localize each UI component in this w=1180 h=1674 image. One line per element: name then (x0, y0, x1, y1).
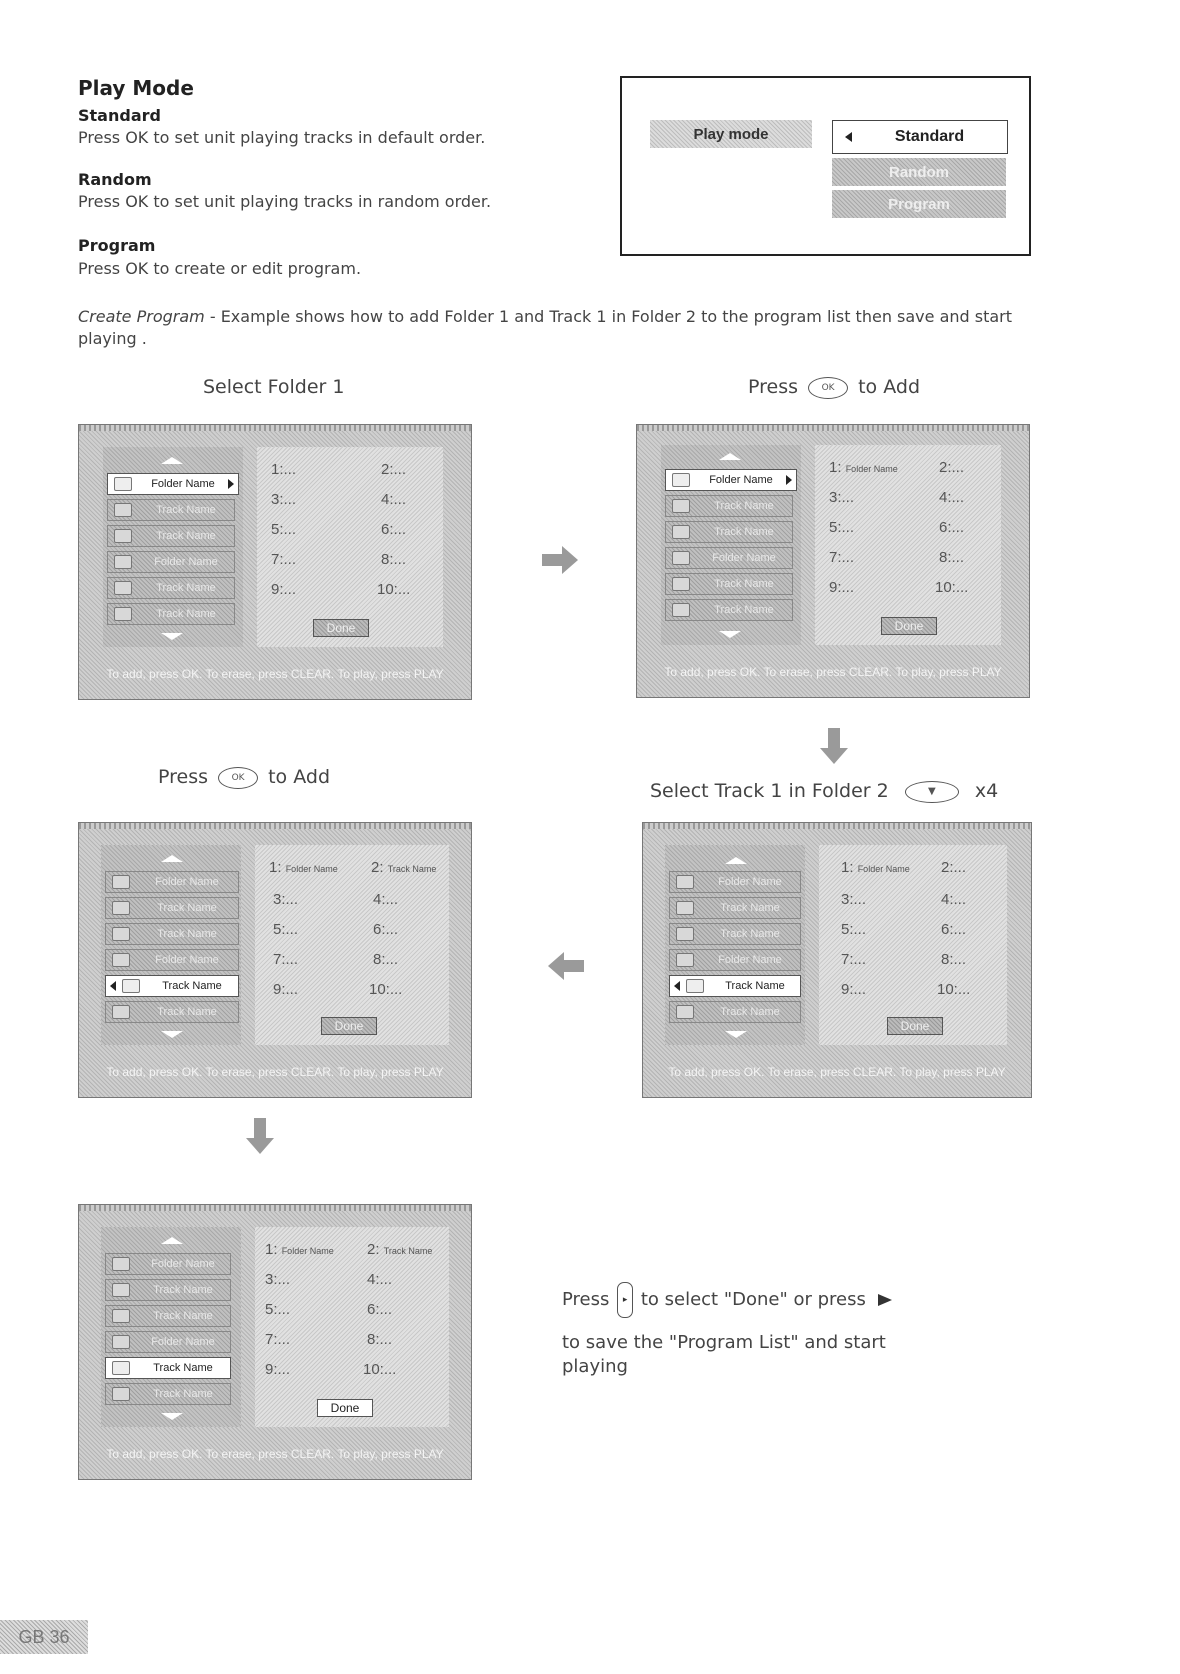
program-slot[interactable]: 3:... (829, 489, 855, 506)
music-note-icon (672, 603, 690, 617)
step2-to-add: to Add (858, 376, 921, 398)
final-instruction-line2: to save the "Program List" and start (562, 1332, 886, 1353)
done-button[interactable]: Done (881, 617, 937, 635)
item-label: Track Name (153, 1362, 213, 1374)
item-label: Folder Name (151, 1258, 215, 1270)
left-arrow-icon (674, 981, 680, 991)
program-slot[interactable]: 10:... (937, 981, 971, 998)
done-button[interactable]: Done (321, 1017, 377, 1035)
program-slot[interactable]: 7:... (271, 551, 297, 568)
program-slot[interactable]: 3:... (271, 491, 297, 508)
final-instruction-line1 (562, 1282, 892, 1318)
slot-entry: Folder Name (857, 864, 910, 874)
program-slot[interactable]: 3:... (265, 1271, 291, 1288)
folder-icon (676, 875, 694, 889)
program-list-panel (255, 845, 449, 1045)
program-slot[interactable]: 5:... (271, 521, 297, 538)
list-item-track[interactable] (105, 1383, 231, 1405)
item-label: Track Name (714, 604, 774, 616)
left-panel (665, 845, 805, 1045)
final-press: Press (562, 1289, 610, 1310)
program-slot[interactable]: 6:... (939, 519, 965, 536)
item-label: Folder Name (718, 954, 782, 966)
slot-number: 1: (829, 459, 842, 476)
done-button[interactable]: Done (313, 619, 369, 637)
item-label: Track Name (714, 578, 774, 590)
standard-desc: Press OK to set unit playing tracks in default order. (78, 128, 486, 147)
music-note-icon (676, 1005, 694, 1019)
program-list-panel (255, 1227, 449, 1427)
item-label: Folder Name (154, 556, 218, 568)
program-slot[interactable]: 5:... (829, 519, 855, 536)
music-note-icon (114, 607, 132, 621)
program-slot[interactable]: 6:... (367, 1301, 393, 1318)
item-label: Track Name (720, 928, 780, 940)
step3-select-track: Select Track 1 in Folder 2 (650, 780, 889, 802)
item-label: Track Name (720, 902, 780, 914)
program-slot-filled[interactable] (371, 859, 436, 876)
list-item-folder[interactable] (107, 473, 239, 495)
scroll-down-icon[interactable] (725, 1031, 747, 1038)
program-slot[interactable]: 4:... (381, 491, 407, 508)
program-slot[interactable]: 7:... (829, 549, 855, 566)
list-item-track[interactable] (107, 577, 235, 599)
final-instruction-line3: playing (562, 1356, 628, 1377)
program-list-panel (257, 447, 443, 647)
list-item-track[interactable] (669, 923, 801, 945)
program-slot[interactable]: 6:... (373, 921, 399, 938)
left-panel (101, 845, 241, 1045)
program-slot[interactable]: 7:... (265, 1331, 291, 1348)
music-note-icon (676, 901, 694, 915)
item-label: Folder Name (151, 1336, 215, 1348)
standard-heading: Standard (78, 106, 161, 125)
item-label: Track Name (157, 1006, 217, 1018)
instruction-hint: To add, press OK. To erase, press CLEAR. To play, press PLAY (106, 667, 444, 681)
left-arrow-icon (110, 981, 116, 991)
list-item-track[interactable] (107, 603, 235, 625)
program-slot[interactable]: 8:... (939, 549, 965, 566)
item-label: Folder Name (155, 876, 219, 888)
right-arrow-icon (786, 475, 792, 485)
item-label: Track Name (156, 582, 216, 594)
create-program-lead: Create Program (78, 307, 205, 326)
down-arrow-icon (820, 728, 848, 764)
program-slot[interactable]: 5:... (265, 1301, 291, 1318)
program-slot-filled[interactable] (829, 459, 898, 476)
program-slot[interactable]: 5:... (841, 921, 867, 938)
slot-number: 1: (841, 859, 854, 876)
program-slot[interactable]: 2:... (381, 461, 407, 478)
program-slot[interactable]: 8:... (381, 551, 407, 568)
list-item-track[interactable] (105, 1279, 231, 1301)
left-arrow-icon (548, 952, 584, 980)
program-list-panel (819, 845, 1007, 1045)
scroll-up-icon[interactable] (161, 855, 183, 862)
program-slot[interactable]: 2:... (941, 859, 967, 876)
list-item-track[interactable] (665, 521, 793, 543)
item-label: Track Name (156, 530, 216, 542)
program-slot[interactable]: 8:... (367, 1331, 393, 1348)
slot-entry: Track Name (383, 1246, 433, 1256)
program-slot-filled[interactable] (265, 1241, 334, 1258)
music-note-icon (672, 499, 690, 513)
folder-icon (672, 551, 690, 565)
screen-select-folder (78, 424, 472, 700)
program-slot[interactable]: 8:... (941, 951, 967, 968)
item-label: Folder Name (155, 954, 219, 966)
down-arrow-icon (246, 1118, 274, 1154)
step1-caption: Select Folder 1 (203, 376, 345, 398)
random-option[interactable]: Random (832, 158, 1006, 186)
list-item-folder[interactable] (105, 1253, 231, 1275)
program-option[interactable]: Program (832, 190, 1006, 218)
folder-icon (672, 473, 690, 487)
scroll-down-icon[interactable] (161, 1413, 183, 1420)
program-slot[interactable]: 4:... (941, 891, 967, 908)
right-arrow-icon (228, 479, 234, 489)
music-note-icon (112, 927, 130, 941)
music-note-icon (672, 525, 690, 539)
standard-option[interactable] (832, 120, 1008, 154)
list-item-track[interactable] (107, 525, 235, 547)
program-slot[interactable]: 9:... (829, 579, 855, 596)
play-mode-label: Play mode (650, 120, 812, 148)
list-item-track[interactable] (105, 923, 239, 945)
scroll-up-icon[interactable] (725, 857, 747, 864)
program-heading: Program (78, 236, 156, 255)
scroll-down-icon[interactable] (719, 631, 741, 638)
page-number-badge: GB 36 (0, 1620, 88, 1654)
step3-x4: x4 (974, 780, 999, 802)
down-button-icon: ▼ (905, 781, 959, 803)
left-arrow-icon (845, 132, 852, 142)
item-label: Track Name (725, 980, 785, 992)
instruction-hint: To add, press OK. To erase, press CLEAR. To play, press PLAY (106, 1447, 444, 1461)
folder-icon (112, 1257, 130, 1271)
list-item-folder[interactable] (105, 949, 239, 971)
list-item-track[interactable] (105, 1305, 231, 1327)
program-slot-filled[interactable] (841, 859, 910, 876)
program-slot[interactable]: 6:... (941, 921, 967, 938)
item-label: Folder Name (709, 474, 773, 486)
list-item-folder[interactable] (669, 871, 801, 893)
step3-caption (650, 780, 998, 803)
list-item-track-selected[interactable] (669, 975, 801, 997)
program-slot[interactable]: 10:... (377, 581, 411, 598)
program-slot[interactable]: 5:... (273, 921, 299, 938)
slot-entry: Folder Name (845, 464, 898, 474)
slot-number: 2: (371, 859, 384, 876)
item-label: Track Name (714, 500, 774, 512)
program-slot[interactable]: 9:... (265, 1361, 291, 1378)
program-slot[interactable]: 4:... (373, 891, 399, 908)
program-slot[interactable]: 3:... (841, 891, 867, 908)
play-mode-menu-box (620, 76, 1031, 256)
list-item-track[interactable] (665, 599, 793, 621)
list-item-track[interactable] (665, 573, 793, 595)
screen-press-ok-add-track (78, 822, 472, 1098)
music-note-icon (112, 1005, 130, 1019)
scroll-up-icon[interactable] (719, 453, 741, 460)
item-label: Track Name (153, 1284, 213, 1296)
list-item-folder[interactable] (107, 551, 235, 573)
program-slot[interactable]: 7:... (273, 951, 299, 968)
list-item-folder[interactable] (665, 469, 797, 491)
scroll-down-icon[interactable] (161, 1031, 183, 1038)
program-slot[interactable]: 3:... (273, 891, 299, 908)
list-item-track-selected[interactable] (105, 975, 239, 997)
item-label: Track Name (720, 1006, 780, 1018)
item-label: Track Name (157, 928, 217, 940)
music-note-icon (114, 581, 132, 595)
item-label: Track Name (714, 526, 774, 538)
screen-select-track (642, 822, 1032, 1098)
program-slot[interactable]: 9:... (273, 981, 299, 998)
left-panel (661, 445, 801, 645)
list-item-folder[interactable] (669, 949, 801, 971)
music-note-icon (114, 529, 132, 543)
scroll-up-icon[interactable] (161, 1237, 183, 1244)
step4-press: Press (158, 766, 209, 788)
list-item-track[interactable] (105, 897, 239, 919)
item-label: Folder Name (718, 876, 782, 888)
list-item-track[interactable] (669, 1001, 801, 1023)
step4-caption (158, 766, 330, 789)
random-heading: Random (78, 170, 152, 189)
program-slot[interactable]: 10:... (369, 981, 403, 998)
music-note-icon (672, 577, 690, 591)
item-label: Track Name (153, 1310, 213, 1322)
music-note-icon (112, 1361, 130, 1375)
ok-button-icon: OK (808, 377, 848, 399)
program-slot[interactable]: 9:... (841, 981, 867, 998)
instruction-hint: To add, press OK. To erase, press CLEAR. To play, press PLAY (664, 665, 1002, 679)
program-slot[interactable]: 4:... (367, 1271, 393, 1288)
slot-entry: Folder Name (281, 1246, 334, 1256)
music-note-icon (112, 1283, 130, 1297)
program-slot[interactable]: 7:... (841, 951, 867, 968)
instruction-hint: To add, press OK. To erase, press CLEAR. To play, press PLAY (668, 1065, 1006, 1079)
program-slot[interactable]: 4:... (939, 489, 965, 506)
folder-icon (112, 953, 130, 967)
list-item-folder[interactable] (665, 547, 793, 569)
final-select-done: to select "Done" or press (640, 1289, 866, 1310)
slot-number: 1: (269, 859, 282, 876)
play-mode-heading: Play Mode (78, 76, 194, 100)
slot-entry: Folder Name (285, 864, 338, 874)
program-slot[interactable]: 8:... (373, 951, 399, 968)
music-note-icon (112, 1309, 130, 1323)
program-slot-filled[interactable] (367, 1241, 432, 1258)
slot-number: 1: (265, 1241, 278, 1258)
list-item-track[interactable] (665, 495, 793, 517)
music-note-icon (112, 901, 130, 915)
program-slot-filled[interactable] (269, 859, 338, 876)
list-item-track[interactable] (107, 499, 235, 521)
program-desc: Press OK to create or edit program. (78, 259, 362, 278)
right-arrow-icon (542, 546, 578, 574)
slot-number: 2: (367, 1241, 380, 1258)
program-slot[interactable]: 1:... (271, 461, 297, 478)
folder-icon (112, 875, 130, 889)
item-label: Track Name (156, 504, 216, 516)
program-slot[interactable]: 10:... (363, 1361, 397, 1378)
list-item-folder[interactable] (105, 871, 239, 893)
scroll-down-icon[interactable] (161, 633, 183, 640)
program-slot[interactable]: 9:... (271, 581, 297, 598)
random-desc: Press OK to set unit playing tracks in random order. (78, 192, 492, 211)
left-panel (101, 1227, 241, 1427)
standard-option-label: Standard (894, 128, 965, 145)
program-slot[interactable]: 10:... (935, 579, 969, 596)
step2-press: Press (748, 376, 799, 398)
right-button-icon: ▸ (617, 1282, 633, 1318)
screen-press-ok-add (636, 424, 1030, 698)
ok-button-icon: OK (218, 767, 258, 789)
item-label: Folder Name (712, 552, 776, 564)
slot-entry: Track Name (387, 864, 437, 874)
folder-icon (114, 477, 132, 491)
music-note-icon (686, 979, 704, 993)
scroll-up-icon[interactable] (161, 457, 183, 464)
item-label: Track Name (153, 1388, 213, 1400)
list-item-track-selected[interactable] (105, 1357, 231, 1379)
list-item-folder[interactable] (105, 1331, 231, 1353)
step4-to-add: to Add (268, 766, 331, 788)
program-slot[interactable]: 6:... (381, 521, 407, 538)
list-item-track[interactable] (669, 897, 801, 919)
screen-done-selected (78, 1204, 472, 1480)
list-item-track[interactable] (105, 1001, 239, 1023)
music-note-icon (114, 503, 132, 517)
music-note-icon (676, 927, 694, 941)
folder-icon (112, 1335, 130, 1349)
step2-caption (748, 376, 920, 399)
program-list-panel (815, 445, 1001, 645)
music-note-icon (122, 979, 140, 993)
left-panel (103, 447, 243, 647)
folder-icon (114, 555, 132, 569)
instruction-hint: To add, press OK. To erase, press CLEAR. To play, press PLAY (106, 1065, 444, 1079)
done-button[interactable]: Done (317, 1399, 373, 1417)
create-program-text: - Example shows how to add Folder 1 and Track 1 in Folder 2 to the program list then save and start playing . (78, 307, 1013, 348)
item-label: Folder Name (151, 478, 215, 490)
play-icon (878, 1294, 892, 1306)
item-label: Track Name (157, 902, 217, 914)
music-note-icon (112, 1387, 130, 1401)
done-button[interactable]: Done (887, 1017, 943, 1035)
create-program-paragraph (78, 306, 1018, 350)
program-slot[interactable]: 2:... (939, 459, 965, 476)
folder-icon (676, 953, 694, 967)
item-label: Track Name (156, 608, 216, 620)
item-label: Track Name (162, 980, 222, 992)
